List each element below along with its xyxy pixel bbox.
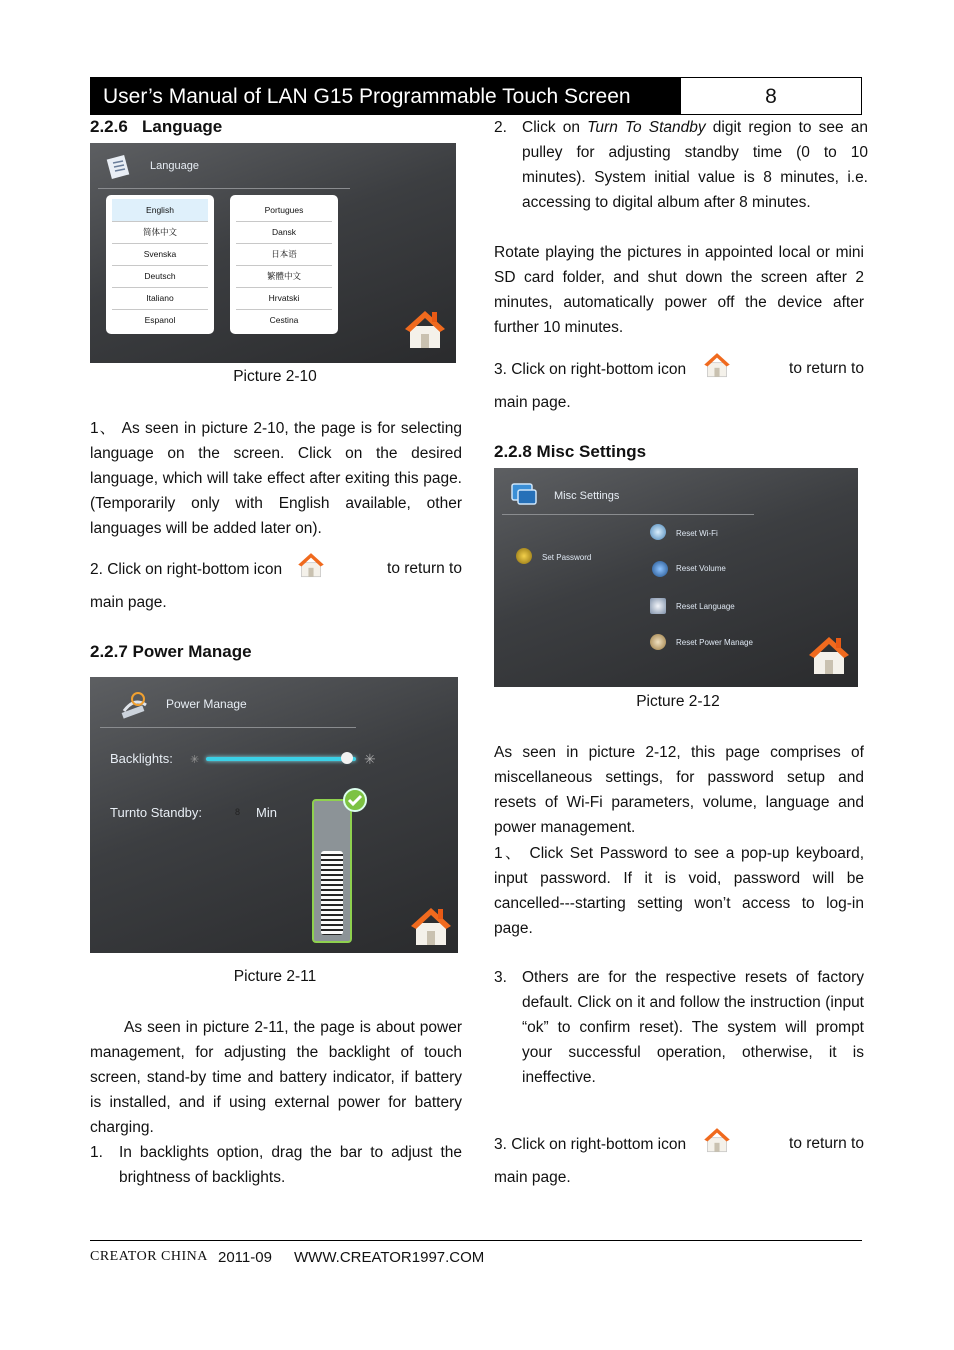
pulley-wheel[interactable] [321,851,343,935]
language-option[interactable]: Espanol [144,315,176,325]
language-list-2 [230,195,338,334]
standby-unit: Min [256,805,277,820]
paragraph-return-1 [90,556,462,584]
wifi-icon [650,524,666,540]
reset-power-manage-button[interactable]: Reset Power Manage [676,638,753,647]
divider [98,188,350,189]
set-password-button[interactable]: Set Password [542,553,592,562]
language-option[interactable]: Hrvatski [236,287,332,310]
page-header [90,77,862,115]
reset-language-button[interactable]: Reset Language [676,602,735,611]
language-screen-title: Language [150,160,199,172]
return-text: 2. Click on right-bottom icon [90,561,283,579]
home-icon[interactable] [402,306,448,350]
volume-icon [652,561,668,577]
return-text: main page. [494,1169,571,1186]
return-text: to return to [789,360,864,377]
list-item-standby [522,115,868,215]
text: Click on [522,119,588,136]
caption-picture-2-12: Picture 2-12 [636,693,720,710]
home-icon[interactable] [806,632,852,676]
paragraph-password: 1、 Click Set Password to see a pop-up keyboard, input password. If it is void, password will be cancelled---starting setting won’t access to log-in page. [494,845,864,937]
password-icon [516,548,532,564]
paragraph-return-2 [494,356,864,384]
misc-screen-title: Misc Settings [554,490,620,502]
language-option[interactable]: Svenska [112,243,208,266]
language-list-1 [106,195,214,334]
standby-value[interactable]: 8 [235,807,241,817]
caption-picture-2-11: Picture 2-11 [233,968,317,985]
language-screenshot [90,143,456,363]
paragraph-misc: As seen in picture 2-12, this page comprises of miscellaneous settings, for password setup and resets of Wi-Fi parameters, volume, language and power management. [494,744,864,836]
return-text: 3. Click on right-bottom icon [494,1136,687,1154]
language-option[interactable]: English [112,199,208,222]
paragraph-return-3 [494,1131,864,1159]
backlight-slider-track[interactable] [206,757,356,761]
caption-picture-2-10: Picture 2-10 [233,368,317,385]
language-icon [650,598,666,614]
sun-large-icon: ✳ [364,751,376,767]
power-manage-icon [118,689,152,719]
misc-settings-icon [508,480,540,508]
return-text: to return to [387,560,462,577]
backlights-label: Backlights: [110,751,173,766]
paragraph-language: 1、 As seen in picture 2-10, the page is for selecting language on the screen. Click on the desired language, which will take effect after exiting this page. (Temporarily only with English available, other languages will be added later on). [90,420,462,537]
language-option[interactable]: 简体中文 [112,221,208,244]
language-option[interactable]: Deutsch [112,265,208,288]
footer-company: CREATOR CHINA [90,1249,208,1264]
language-page-icon [105,153,137,181]
standby-label: Turnto Standby: [110,805,203,820]
divider [100,727,356,728]
backlight-slider-knob[interactable] [341,752,353,764]
home-icon[interactable] [408,903,454,947]
return-text: main page. [494,394,571,411]
home-icon-inline [702,1125,732,1153]
reset-volume-button[interactable]: Reset Volume [676,564,726,573]
list-number: 2. [494,119,507,136]
list-item-resets: Others are for the respective resets of factory default. Click on it and follow the instruction (input “ok” to confirm reset). The system will prompt your successful operation, otherwise, it is ineffective. [522,969,864,1086]
language-option[interactable]: 日本语 [236,243,332,266]
manual-title: User’s Manual of LAN G15 Programmable Touch Screen [91,78,681,114]
power-screen-title: Power Manage [166,697,247,711]
language-option[interactable]: 繁體中文 [236,265,332,288]
misc-settings-screenshot [494,468,858,687]
power-manage-icon [650,634,666,650]
section-heading-misc: 2.2.8 Misc Settings [494,442,647,461]
paragraph-rotate: Rotate playing the pictures in appointed local or mini SD card folder, and shut down the screen after 2 minutes, automatically power off the device after further 10 minutes. [494,244,864,336]
standby-pulley[interactable] [312,799,352,943]
home-icon-inline [702,350,732,378]
list-number: 1. [90,1144,103,1161]
language-option[interactable]: Italiano [112,287,208,310]
return-text: 3. Click on right-bottom icon [494,361,687,379]
language-option[interactable]: Portugues [236,199,332,222]
language-option[interactable]: Dansk [236,221,332,244]
text: digit region to see an pulley for adjusting standby time (0 to 10 minutes). System initial value is 8 minutes, i.e. accessing to digital album after 8 minutes. [522,119,869,211]
section-heading-language: 2.2.6 Language [90,117,223,136]
power-manage-screenshot [90,677,458,953]
footer-website[interactable]: WWW.CREATOR1997.COM [294,1249,485,1266]
footer-date: 2011-09 [218,1249,272,1266]
list-item-backlights: In backlights option, drag the bar to adjust the brightness of backlights. [119,1144,462,1186]
page-number: 8 [765,85,777,108]
divider [502,514,754,515]
footer-rule [90,1240,862,1241]
emphasis: Turn To Standby [587,119,706,136]
paragraph-power: As seen in picture 2-11, the page is about power management, for adjusting the backlight of touch screen, stand-by time and battery indicator, if battery is installed, and if using external power for battery charging. [90,1019,462,1136]
reset-wifi-button[interactable]: Reset Wi-Fi [676,529,718,538]
sun-small-icon: ✳ [190,754,200,766]
return-text: main page. [90,594,167,611]
confirm-check-icon[interactable] [342,787,368,813]
list-number: 3. [494,969,507,986]
home-icon-inline [296,550,326,578]
section-heading-power: 2.2.7 Power Manage [90,642,252,661]
return-text: to return to [789,1135,864,1152]
language-option[interactable]: Cestina [269,315,299,325]
